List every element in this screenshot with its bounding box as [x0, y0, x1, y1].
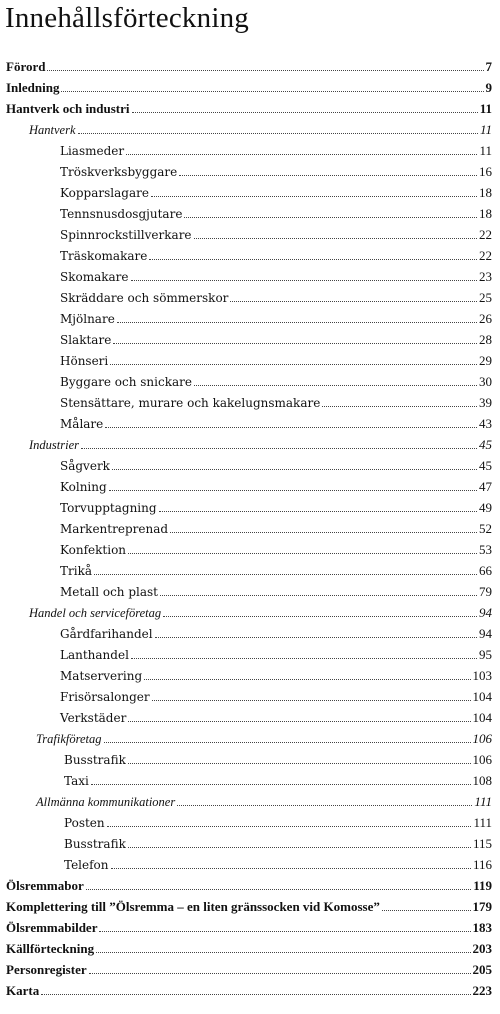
toc-subentry[interactable]	[60, 245, 492, 266]
toc-entry-page: 94	[479, 605, 492, 620]
toc-entry-label: Hantverk	[29, 123, 76, 137]
toc-entry-label: Sågverk	[60, 459, 110, 473]
toc-section-industrier[interactable]	[29, 434, 492, 455]
toc-subentry[interactable]	[60, 665, 492, 686]
toc-entry-label: Liasmeder	[60, 144, 125, 158]
toc-entry-kallforteckning[interactable]	[6, 938, 492, 959]
toc-entry-label: Spinnrockstillverkare	[60, 228, 192, 242]
toc-entry-label: Handel och serviceföretag	[29, 606, 162, 620]
dot-leader	[151, 196, 477, 197]
toc-entry-page: 7	[485, 59, 492, 74]
toc-entry-label: Markentreprenad	[60, 522, 169, 536]
toc-subentry[interactable]	[64, 854, 492, 875]
toc-entry-page: 203	[472, 941, 492, 956]
toc-entry-label: Komplettering till ”Ölsremma – en liten gränssocken vid Komosse”	[6, 899, 380, 914]
toc-subentry[interactable]	[60, 161, 492, 182]
toc-entry-label: Posten	[64, 816, 105, 830]
dot-leader	[132, 112, 478, 113]
dot-leader	[128, 763, 471, 764]
dot-leader	[104, 742, 471, 743]
dot-leader	[322, 406, 477, 407]
dot-leader	[81, 448, 477, 449]
toc-subentry[interactable]	[60, 644, 492, 665]
toc-subentry[interactable]	[60, 224, 492, 245]
toc-entry-page: 28	[479, 332, 492, 347]
toc-subentry[interactable]	[60, 413, 492, 434]
toc-entry-label: Källförteckning	[6, 941, 95, 956]
toc-subentry[interactable]	[60, 287, 492, 308]
toc-subentry[interactable]	[60, 455, 492, 476]
toc-entry-label: Träskomakare	[60, 249, 148, 263]
dot-leader	[126, 154, 477, 155]
dot-leader	[113, 343, 477, 344]
toc-entry-label: Kolning	[60, 480, 107, 494]
toc-entry-page: 106	[472, 752, 492, 767]
toc-subentry[interactable]	[64, 770, 492, 791]
toc-entry-page: 108	[472, 773, 492, 788]
dot-leader	[105, 427, 477, 428]
toc-entry-page: 22	[479, 248, 492, 263]
toc-entry-page: 111	[473, 815, 492, 830]
toc-entry-label: Metall och plast	[60, 585, 158, 599]
toc-entry-label: Busstrafik	[64, 753, 126, 767]
toc-entry-page: 9	[485, 80, 492, 95]
dot-leader	[194, 385, 477, 386]
toc-entry-label: Trikå	[60, 564, 93, 578]
toc-entry-inledning[interactable]	[6, 77, 492, 98]
dot-leader	[159, 511, 477, 512]
toc-entry-label: Mjölnare	[60, 312, 115, 326]
toc-subentry[interactable]	[60, 686, 492, 707]
toc-entry-label: Tröskverksbyggare	[60, 165, 178, 179]
dot-leader	[177, 805, 472, 806]
toc-entry-page: 29	[479, 353, 492, 368]
dot-leader	[89, 973, 471, 974]
toc-entry-page: 25	[479, 290, 492, 305]
toc-subentry[interactable]	[60, 392, 492, 413]
toc-entry-label: Frisörsalonger	[60, 690, 150, 704]
toc-entry-page: 22	[479, 227, 492, 242]
toc-entry-label: Byggare och snickare	[60, 375, 192, 389]
dot-leader	[184, 217, 477, 218]
dot-leader	[131, 658, 477, 659]
dot-leader	[96, 952, 470, 953]
toc-entry-label: Skomakare	[60, 270, 129, 284]
toc-entry-label: Slaktare	[60, 333, 112, 347]
toc-section-hantverk[interactable]	[29, 119, 492, 140]
toc-entry-label: Stensättare, murare och kakelugnsmakare	[60, 396, 321, 410]
dot-leader	[128, 847, 471, 848]
page-title: Innehållsförteckning	[5, 2, 249, 34]
dot-leader	[112, 469, 477, 470]
dot-leader	[170, 532, 477, 533]
toc-section-trafikforetag[interactable]	[36, 728, 492, 749]
toc-entry-page: 79	[479, 584, 492, 599]
toc-subentry[interactable]	[60, 476, 492, 497]
toc-subentry[interactable]	[60, 329, 492, 350]
dot-leader	[128, 553, 477, 554]
toc-subentry[interactable]	[60, 182, 492, 203]
dot-leader	[194, 238, 477, 239]
toc-entry-label: Konfektion	[60, 543, 127, 557]
toc-entry-page: 18	[479, 206, 492, 221]
toc-entry-page: 11	[479, 101, 492, 116]
toc-entry-page: 16	[479, 164, 492, 179]
dot-leader	[61, 91, 483, 92]
toc-subentry[interactable]	[60, 203, 492, 224]
toc-entry-page: 47	[479, 479, 492, 494]
dot-leader	[152, 700, 471, 701]
toc-entry-label: Allmänna kommunikationer	[36, 795, 176, 809]
toc-subentry[interactable]	[60, 371, 492, 392]
toc-entry-label: Verkstäder	[60, 711, 127, 725]
dot-leader	[78, 133, 478, 134]
toc-entry-page: 18	[479, 185, 492, 200]
toc-subentry[interactable]	[64, 812, 492, 833]
toc-entry-label: Taxi	[64, 774, 89, 788]
toc-entry-page: 103	[472, 668, 492, 683]
toc-subentry[interactable]	[60, 518, 492, 539]
toc-entry-page: 116	[472, 857, 492, 872]
toc-subentry[interactable]	[60, 707, 492, 728]
toc-entry-page: 49	[479, 500, 492, 515]
toc-subentry[interactable]	[60, 581, 492, 602]
toc-entry-label: Industrier	[29, 438, 79, 452]
toc-entry-label: Busstrafik	[64, 837, 126, 851]
toc-entry-page: 106	[472, 731, 492, 746]
toc-entry-label: Lanthandel	[60, 648, 129, 662]
toc-entry-page: 39	[479, 395, 492, 410]
toc-entry-label: Ölsremmabor	[6, 878, 84, 893]
toc-entry-forord[interactable]	[6, 56, 492, 77]
toc-section-handel-och-servicefretag[interactable]	[29, 602, 492, 623]
toc-entry-label: Hönseri	[60, 354, 109, 368]
toc-entry-page: 223	[472, 983, 492, 998]
toc-subentry[interactable]	[64, 749, 492, 770]
toc-entry-label: Hantverk och industri	[6, 101, 130, 116]
dot-leader	[179, 175, 477, 176]
toc-subentry[interactable]	[60, 266, 492, 287]
dot-leader	[107, 826, 472, 827]
toc-entry-label: Målare	[60, 417, 104, 431]
toc-entry-olsremmabor[interactable]	[6, 875, 492, 896]
toc-entry-page: 104	[472, 689, 492, 704]
dot-leader	[128, 721, 470, 722]
toc-entry-olsremmabilder[interactable]	[6, 917, 492, 938]
toc-entry-label: Torvupptagning	[60, 501, 157, 515]
toc-entry-label: Inledning	[6, 80, 60, 95]
dot-leader	[382, 910, 471, 911]
toc-entry-page: 43	[479, 416, 492, 431]
toc-entry-page: 205	[472, 962, 492, 977]
toc-entry-label: Kopparslagare	[60, 186, 149, 200]
toc-entry-page: 111	[474, 794, 492, 809]
dot-leader	[131, 280, 477, 281]
toc-entry-page: 104	[472, 710, 492, 725]
toc-entry-label: Personregister	[6, 962, 87, 977]
toc-entry-page: 95	[479, 647, 492, 662]
toc-subentry[interactable]	[60, 539, 492, 560]
toc-entry-label: Matservering	[60, 669, 143, 683]
toc-entry-page: 11	[479, 143, 492, 158]
toc-subentry[interactable]	[60, 308, 492, 329]
toc-subentry[interactable]	[60, 350, 492, 371]
toc-subentry[interactable]	[60, 497, 492, 518]
dot-leader	[109, 490, 477, 491]
toc-entry-label: Karta	[6, 983, 40, 998]
dot-leader	[47, 70, 483, 71]
toc-entry-page: 53	[479, 542, 492, 557]
toc-entry-page: 23	[479, 269, 492, 284]
dot-leader	[160, 595, 477, 596]
toc-entry-karta[interactable]	[6, 980, 492, 1001]
toc-entry-page: 45	[479, 437, 492, 452]
toc-entry-label: Ölsremmabilder	[6, 920, 98, 935]
dot-leader	[163, 616, 477, 617]
toc-entry-page: 11	[479, 122, 492, 137]
toc-subentry[interactable]	[60, 140, 492, 161]
dot-leader	[144, 679, 470, 680]
toc-subentry[interactable]	[60, 623, 492, 644]
toc-entry-page: 66	[479, 563, 492, 578]
dot-leader	[94, 574, 477, 575]
dot-leader	[149, 259, 477, 260]
toc-entry-personregister[interactable]	[6, 959, 492, 980]
toc-entry-label: Telefon	[64, 858, 109, 872]
dot-leader	[110, 364, 477, 365]
toc-entry-hantverk-och-industri[interactable]	[6, 98, 492, 119]
dot-leader	[155, 637, 477, 638]
dot-leader	[41, 994, 470, 995]
dot-leader	[111, 868, 471, 869]
toc-entry-page: 115	[472, 836, 492, 851]
toc-entry-page: 26	[479, 311, 492, 326]
toc-entry-page: 179	[472, 899, 492, 914]
dot-leader	[99, 931, 470, 932]
toc-entry-label: Trafikföretag	[36, 732, 102, 746]
toc-section-allmanna-kommunikationer[interactable]	[36, 791, 492, 812]
toc-entry-page: 94	[479, 626, 492, 641]
dot-leader	[230, 301, 477, 302]
toc-entry-page: 45	[479, 458, 492, 473]
toc-entry-page: 52	[479, 521, 492, 536]
dot-leader	[117, 322, 477, 323]
toc-entry-page: 119	[473, 878, 492, 893]
dot-leader	[91, 784, 471, 785]
toc-entry-label: Gårdfarihandel	[60, 627, 153, 641]
toc-entry-komplettering[interactable]	[6, 896, 492, 917]
toc-subentry[interactable]	[60, 560, 492, 581]
toc-entry-label: Förord	[6, 59, 46, 74]
dot-leader	[86, 889, 471, 890]
toc-entry-label: Tennsnusdosgjutare	[60, 207, 183, 221]
toc-entry-page: 30	[479, 374, 492, 389]
toc-entry-page: 183	[472, 920, 492, 935]
toc-subentry[interactable]	[64, 833, 492, 854]
toc-entry-label: Skräddare och sömmerskor	[60, 291, 229, 305]
